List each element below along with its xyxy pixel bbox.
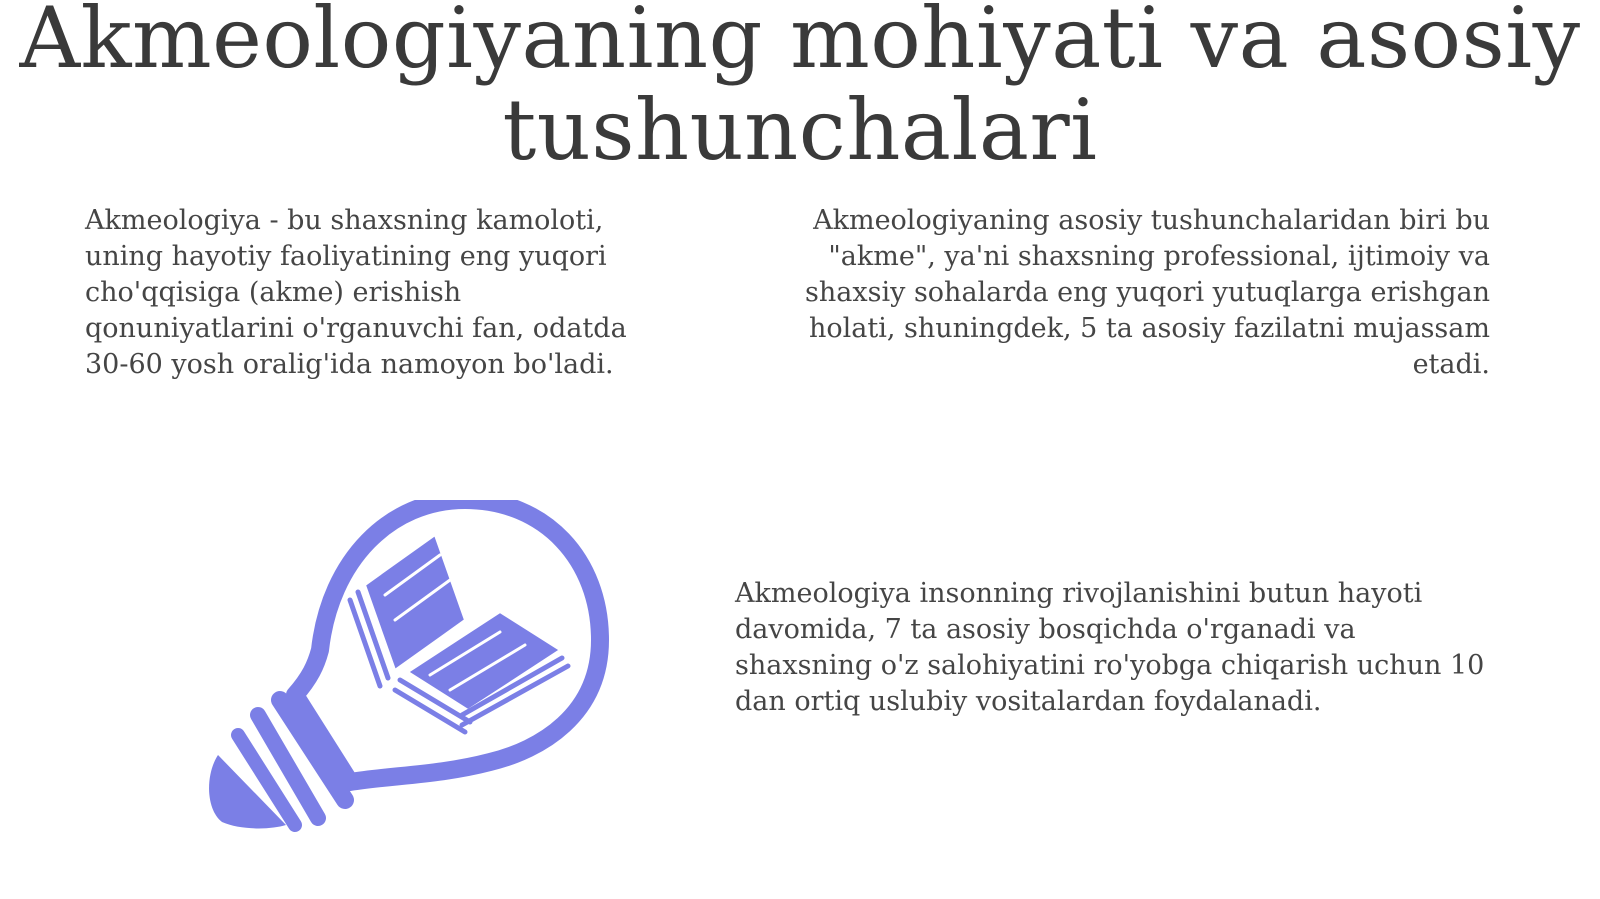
lightbulb-book-icon	[200, 500, 620, 860]
paragraph-akme-concept: Akmeologiyaning asosiy tushunchalaridan biri bu "akme", ya'ni shaxsning professional, ijtimoiy va shaxsiy sohalarda eng yuqori yutuqlarga erishgan holati, shuningdek, 5 ta asosiy fazilatni mujassam etadi.	[805, 205, 1490, 380]
slide-title: Akmeologiyaning mohiyati va asosiy tushunchalari	[19, 0, 1581, 179]
paragraph-definition: Akmeologiya - bu shaxsning kamoloti, uning hayotiy faoliyatining eng yuqori cho'qqisiga (akme) erishish qonuniyatlarini o'rganuvchi fan, odatda 30-60 yosh oralig'ida namoyon bo'ladi.	[85, 205, 627, 380]
paragraph-development-stages: Akmeologiya insonning rivojlanishini butun hayoti davomida, 7 ta asosiy bosqichda o'rganadi va shaxsning o'z salohiyatini ro'yobga chiqarish uchun 10 dan ortiq uslubiy vositalardan foydalanadi.	[735, 578, 1485, 717]
